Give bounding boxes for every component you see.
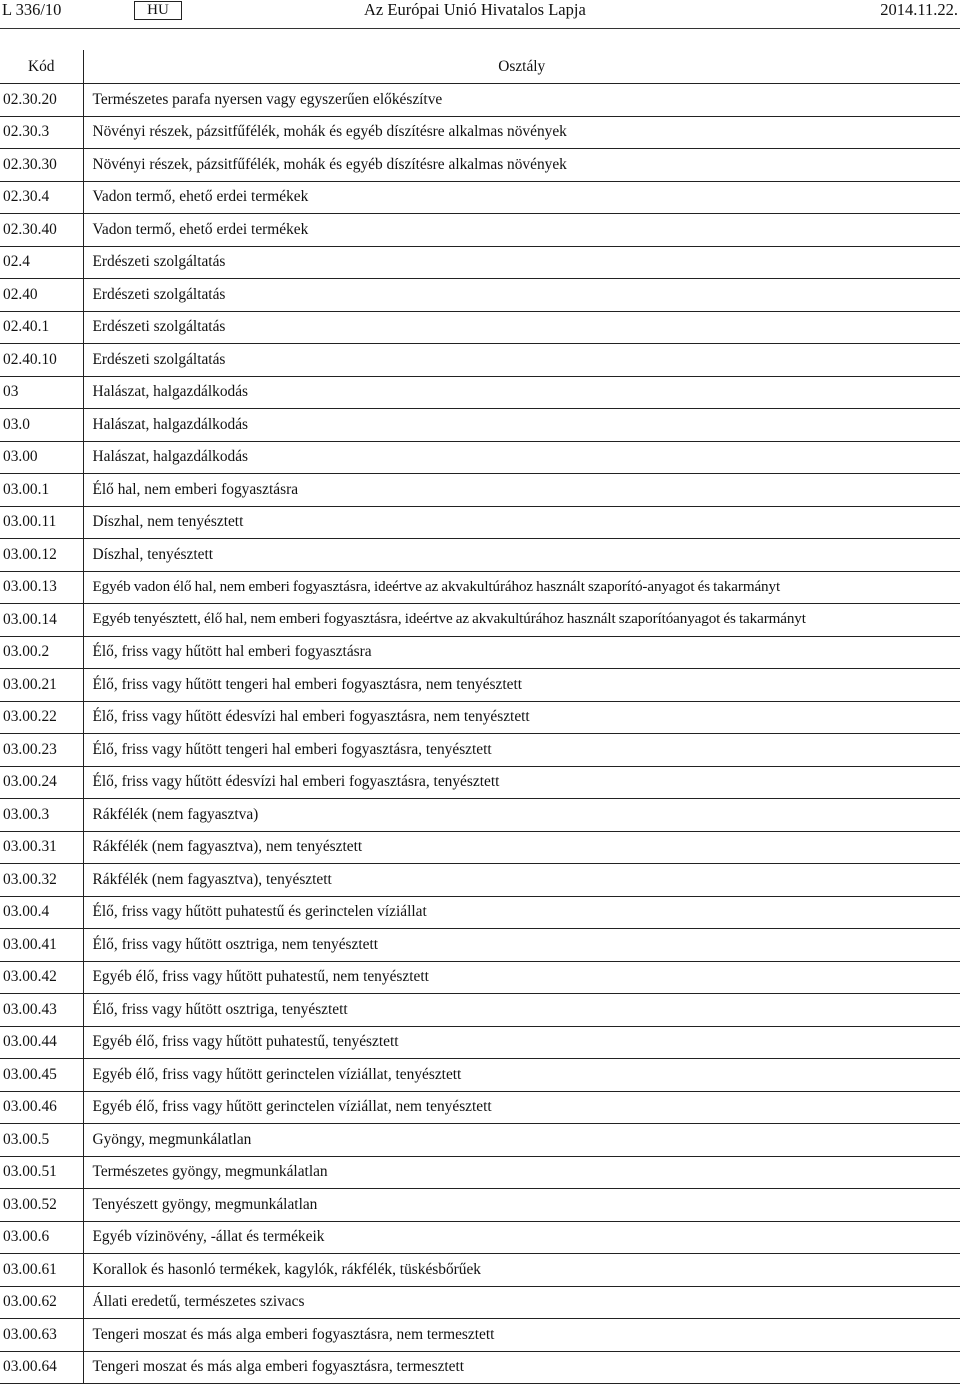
table-row (0, 961, 960, 994)
header-divider (0, 28, 960, 29)
row-description: Állati eredetű, természetes szivacs (83, 1286, 960, 1319)
row-code: 03.00 (0, 441, 83, 474)
table-row (0, 1059, 960, 1092)
row-code: 03.00.42 (0, 961, 83, 994)
row-description: Erdészeti szolgáltatás (83, 246, 960, 279)
table-row (0, 116, 960, 149)
row-code: 03.00.44 (0, 1026, 83, 1059)
row-code: 03.00.6 (0, 1221, 83, 1254)
row-description: Élő, friss vagy hűtött osztriga, nem tenyésztett (83, 929, 960, 962)
table-row (0, 571, 960, 604)
table-row (0, 376, 960, 409)
row-description: Tengeri moszat és más alga emberi fogyasztásra, nem termesztett (83, 1319, 960, 1352)
row-description: Egyéb élő, friss vagy hűtött puhatestű, tenyésztett (83, 1026, 960, 1059)
table-row (0, 1156, 960, 1189)
row-code: 03.00.61 (0, 1254, 83, 1287)
row-description: Erdészeti szolgáltatás (83, 279, 960, 312)
row-code: 03.00.11 (0, 506, 83, 539)
row-code: 02.30.3 (0, 116, 83, 149)
row-description: Gyöngy, megmunkálatlan (83, 1124, 960, 1157)
row-description: Tengeri moszat és más alga emberi fogyasztásra, termesztett (83, 1351, 960, 1384)
table-row (0, 994, 960, 1027)
page-header (0, 0, 960, 22)
language-badge: HU (134, 1, 182, 20)
row-description: Élő, friss vagy hűtött édesvízi hal emberi fogyasztásra, tenyésztett (83, 766, 960, 799)
table-row (0, 669, 960, 702)
row-code: 03.00.24 (0, 766, 83, 799)
row-description: Élő, friss vagy hűtött tengeri hal emberi fogyasztásra, nem tenyésztett (83, 669, 960, 702)
table-row (0, 1189, 960, 1222)
row-code: 03.00.45 (0, 1059, 83, 1092)
page-reference: L 336/10 (2, 0, 62, 19)
row-code: 03.00.46 (0, 1091, 83, 1124)
row-code: 03.00.21 (0, 669, 83, 702)
publication-date: 2014.11.22. (880, 0, 958, 19)
row-code: 03.00.2 (0, 636, 83, 669)
table-row (0, 1221, 960, 1254)
row-code: 03.00.23 (0, 734, 83, 767)
table-row (0, 506, 960, 539)
row-description: Egyéb vadon élő hal, nem emberi fogyasztásra, ideértve az akvakultúrához használt szaporító-anyagot és takarmányt (83, 571, 960, 604)
table-row (0, 181, 960, 214)
row-description: Élő, friss vagy hűtött tengeri hal emberi fogyasztásra, tenyésztett (83, 734, 960, 767)
row-code: 03.00.13 (0, 571, 83, 604)
row-description: Korallok és hasonló termékek, kagylók, rákfélék, tüskésbőrűek (83, 1254, 960, 1287)
row-code: 03.00.1 (0, 474, 83, 507)
row-description: Egyéb tenyésztett, élő hal, nem emberi fogyasztásra, ideértve az akvakultúrához használt szaporítóanyagot és takarmányt (83, 604, 960, 637)
row-code: 02.30.4 (0, 181, 83, 214)
table-row (0, 441, 960, 474)
table-row (0, 246, 960, 279)
row-description: Élő, friss vagy hűtött osztriga, tenyésztett (83, 994, 960, 1027)
row-code: 02.30.40 (0, 214, 83, 247)
table-row (0, 279, 960, 312)
row-code: 03.00.12 (0, 539, 83, 572)
row-description: Természetes parafa nyersen vagy egyszerűen előkészítve (83, 84, 960, 117)
table-row (0, 311, 960, 344)
row-description: Erdészeti szolgáltatás (83, 344, 960, 377)
table-row (0, 149, 960, 182)
row-description: Természetes gyöngy, megmunkálatlan (83, 1156, 960, 1189)
row-code: 03.00.22 (0, 701, 83, 734)
row-code: 03.0 (0, 409, 83, 442)
row-code: 02.40 (0, 279, 83, 312)
row-code: 03.00.4 (0, 896, 83, 929)
row-description: Vadon termő, ehető erdei termékek (83, 181, 960, 214)
row-description: Díszhal, tenyésztett (83, 539, 960, 572)
table-row (0, 831, 960, 864)
row-code: 03.00.64 (0, 1351, 83, 1384)
table-row (0, 1124, 960, 1157)
table-row (0, 734, 960, 767)
row-description: Rákfélék (nem fagyasztva), tenyésztett (83, 864, 960, 897)
row-description: Élő, friss vagy hűtött édesvízi hal emberi fogyasztásra, nem tenyésztett (83, 701, 960, 734)
table-row (0, 766, 960, 799)
row-code: 03 (0, 376, 83, 409)
table-row (0, 84, 960, 117)
row-code: 02.40.10 (0, 344, 83, 377)
table-row (0, 474, 960, 507)
row-description: Élő hal, nem emberi fogyasztásra (83, 474, 960, 507)
row-description: Halászat, halgazdálkodás (83, 441, 960, 474)
row-code: 03.00.63 (0, 1319, 83, 1352)
table-header-row (0, 50, 960, 84)
table-row (0, 409, 960, 442)
row-code: 03.00.3 (0, 799, 83, 832)
row-description: Egyéb élő, friss vagy hűtött puhatestű, nem tenyésztett (83, 961, 960, 994)
table-row (0, 1091, 960, 1124)
column-header-description: Osztály (83, 50, 960, 84)
table-row (0, 1319, 960, 1352)
table-row (0, 1026, 960, 1059)
row-description: Rákfélék (nem fagyasztva) (83, 799, 960, 832)
row-code: 03.00.5 (0, 1124, 83, 1157)
table-row (0, 1351, 960, 1384)
row-code: 03.00.52 (0, 1189, 83, 1222)
row-code: 03.00.32 (0, 864, 83, 897)
row-code: 03.00.41 (0, 929, 83, 962)
table-row (0, 636, 960, 669)
row-description: Élő, friss vagy hűtött puhatestű és gerinctelen víziállat (83, 896, 960, 929)
row-description: Halászat, halgazdálkodás (83, 409, 960, 442)
table-row (0, 539, 960, 572)
row-description: Tenyészett gyöngy, megmunkálatlan (83, 1189, 960, 1222)
row-description: Erdészeti szolgáltatás (83, 311, 960, 344)
table-row (0, 1254, 960, 1287)
table-row (0, 214, 960, 247)
row-code: 02.30.30 (0, 149, 83, 182)
row-code: 03.00.31 (0, 831, 83, 864)
row-code: 03.00.43 (0, 994, 83, 1027)
row-description: Növényi részek, pázsitfűfélék, mohák és egyéb díszítésre alkalmas növények (83, 149, 960, 182)
table-row (0, 929, 960, 962)
table-row (0, 864, 960, 897)
row-description: Rákfélék (nem fagyasztva), nem tenyésztett (83, 831, 960, 864)
row-code: 02.40.1 (0, 311, 83, 344)
table-row (0, 896, 960, 929)
table-row (0, 701, 960, 734)
row-description: Egyéb élő, friss vagy hűtött gerinctelen víziállat, tenyésztett (83, 1059, 960, 1092)
row-code: 03.00.51 (0, 1156, 83, 1189)
row-code: 02.4 (0, 246, 83, 279)
column-header-code: Kód (0, 50, 83, 84)
table-row (0, 604, 960, 637)
row-code: 03.00.14 (0, 604, 83, 637)
table-body (0, 84, 960, 1384)
table-row (0, 1286, 960, 1319)
classification-table (0, 50, 960, 1384)
table-row (0, 344, 960, 377)
row-code: 02.30.20 (0, 84, 83, 117)
row-description: Halászat, halgazdálkodás (83, 376, 960, 409)
row-description: Vadon termő, ehető erdei termékek (83, 214, 960, 247)
row-description: Növényi részek, pázsitfűfélék, mohák és egyéb díszítésre alkalmas növények (83, 116, 960, 149)
row-code: 03.00.62 (0, 1286, 83, 1319)
journal-title: Az Európai Unió Hivatalos Lapja (364, 0, 586, 19)
row-description: Élő, friss vagy hűtött hal emberi fogyasztásra (83, 636, 960, 669)
row-description: Egyéb élő, friss vagy hűtött gerinctelen víziállat, nem tenyésztett (83, 1091, 960, 1124)
row-description: Egyéb vízinövény, -állat és termékeik (83, 1221, 960, 1254)
row-description: Díszhal, nem tenyésztett (83, 506, 960, 539)
table-row (0, 799, 960, 832)
